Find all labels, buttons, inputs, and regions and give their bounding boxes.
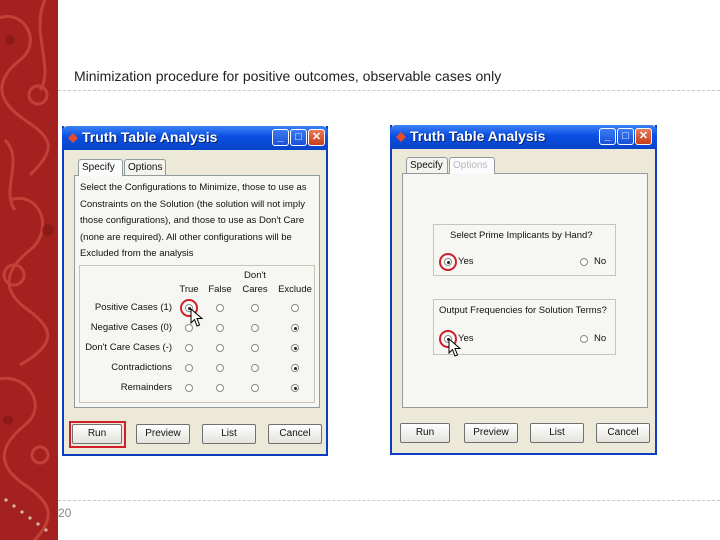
titlebar[interactable] xyxy=(390,125,657,149)
radio-contradictions-false[interactable] xyxy=(216,364,224,372)
run-button[interactable]: Run xyxy=(400,423,450,443)
freq-no-label: No xyxy=(594,333,607,344)
row-label-negative: Negative Cases (0) xyxy=(90,322,172,333)
row-label-positive: Positive Cases (1) xyxy=(94,302,172,313)
titlebar[interactable] xyxy=(62,126,328,150)
radio-prime-no[interactable] xyxy=(580,258,588,266)
freq-yes-label: Yes xyxy=(458,333,474,344)
mouse-cursor-icon xyxy=(190,308,204,328)
preview-button[interactable]: Preview xyxy=(136,424,190,444)
row-label-dontcare: Don't Care Cases (-) xyxy=(85,342,172,353)
maximize-button[interactable]: □ xyxy=(290,129,307,146)
cancel-button[interactable]: Cancel xyxy=(268,424,322,444)
radio-dontcare-exclude[interactable] xyxy=(291,344,299,352)
row-label-remainders: Remainders xyxy=(120,382,172,393)
radio-dontcare-true[interactable] xyxy=(185,344,193,352)
options-panel xyxy=(402,173,648,408)
col-header-false: False xyxy=(208,284,232,295)
page-number: 20 xyxy=(58,506,72,520)
radio-negative-dontcare[interactable] xyxy=(251,324,259,332)
run-button[interactable]: Run xyxy=(72,424,122,444)
output-frequencies-label: Output Frequencies for Solution Terms? xyxy=(439,305,607,316)
run-highlight-box xyxy=(69,421,126,448)
list-button[interactable]: List xyxy=(202,424,256,444)
prime-implicants-group xyxy=(433,224,616,276)
prime-yes-label: Yes xyxy=(458,256,474,267)
minimize-button[interactable]: _ xyxy=(599,128,616,145)
slide-title: Minimization procedure for positive outcomes, observable cases only xyxy=(74,68,502,84)
radio-contradictions-true[interactable] xyxy=(185,364,193,372)
radio-negative-false[interactable] xyxy=(216,324,224,332)
radio-negative-exclude[interactable] xyxy=(291,324,299,332)
highlight-ring xyxy=(439,253,457,271)
close-button[interactable]: ✕ xyxy=(308,129,325,146)
radio-freq-no[interactable] xyxy=(580,335,588,343)
instructions-text: Select the Configurations to Minimize, those to use as Constraints on the Solution (the solution will not imply those configurations), and those to use as Don't Care (none are required). All other configurations will be Excluded from the analysis xyxy=(80,182,307,259)
col-header-exclude: Exclude xyxy=(278,284,312,295)
close-button[interactable]: ✕ xyxy=(635,128,652,145)
truth-table-window-options xyxy=(390,125,657,455)
radio-contradictions-dontcare[interactable] xyxy=(251,364,259,372)
truth-table-window-specify xyxy=(62,126,328,456)
mouse-cursor-icon xyxy=(448,338,462,358)
radio-positive-exclude[interactable] xyxy=(291,304,299,312)
configuration-grid xyxy=(79,265,315,403)
radio-contradictions-exclude[interactable] xyxy=(291,364,299,372)
radio-remainders-false[interactable] xyxy=(216,384,224,392)
app-icon xyxy=(67,132,79,144)
col-header-dont: Don't xyxy=(244,270,266,281)
top-divider xyxy=(58,90,720,91)
col-header-true: True xyxy=(179,284,199,295)
decorative-sidebar xyxy=(0,0,58,540)
preview-button[interactable]: Preview xyxy=(464,423,518,443)
radio-remainders-dontcare[interactable] xyxy=(251,384,259,392)
minimize-button[interactable]: _ xyxy=(272,129,289,146)
bottom-divider xyxy=(58,500,720,501)
radio-dontcare-dontcare[interactable] xyxy=(251,344,259,352)
radio-positive-false[interactable] xyxy=(216,304,224,312)
window-title: Truth Table Analysis xyxy=(410,128,546,144)
tab-specify[interactable]: Specify xyxy=(406,157,448,173)
radio-dontcare-false[interactable] xyxy=(216,344,224,352)
tab-options[interactable]: Options xyxy=(449,157,495,174)
window-title: Truth Table Analysis xyxy=(82,129,218,145)
app-icon xyxy=(395,131,407,143)
maximize-button[interactable]: □ xyxy=(617,128,634,145)
row-label-contradictions: Contradictions xyxy=(111,362,172,373)
ornament-pattern-icon xyxy=(0,0,58,540)
radio-remainders-exclude[interactable] xyxy=(291,384,299,392)
tab-specify[interactable]: Specify xyxy=(78,159,123,176)
specify-panel xyxy=(74,175,320,408)
cancel-button[interactable]: Cancel xyxy=(596,423,650,443)
radio-positive-dontcare[interactable] xyxy=(251,304,259,312)
prime-implicants-label: Select Prime Implicants by Hand? xyxy=(450,230,593,241)
prime-no-label: No xyxy=(594,256,607,267)
col-header-cares: Cares xyxy=(242,284,268,295)
radio-remainders-true[interactable] xyxy=(185,384,193,392)
list-button[interactable]: List xyxy=(530,423,584,443)
tab-options[interactable]: Options xyxy=(124,159,166,175)
output-frequencies-group xyxy=(433,299,616,355)
